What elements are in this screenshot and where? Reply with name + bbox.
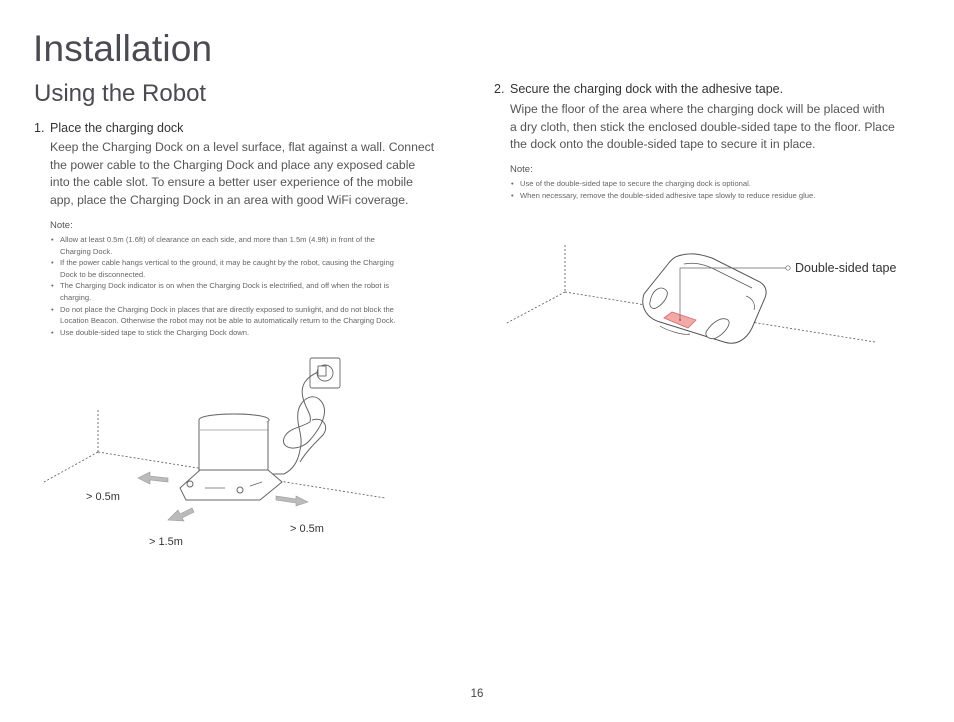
note-line: • Allow at least 0.5m (1.6ft) of clearance on each side, and more than 1.5m (4.9ft) in front of the xyxy=(60,235,375,244)
step-2-number: 2. xyxy=(494,82,505,96)
note-line: • Use of the double-sided tape to secure the charging dock is optional. xyxy=(520,179,751,188)
floor-edge-line xyxy=(505,292,565,324)
note-line: • Do not place the Charging Dock in places that are directly exposed to sunlight, and do not block the xyxy=(60,304,394,314)
note-line: • When necessary, remove the double-sided adhesive tape slowly to reduce residue glue. xyxy=(520,190,816,200)
step-1-body-line: the power cable to the Charging Dock and place any exposed cable xyxy=(50,157,416,172)
step-2-title: Secure the charging dock with the adhesive tape. xyxy=(510,82,784,96)
front-clearance-label: > 1.5m xyxy=(149,536,183,548)
step-2-body-line: the dock onto the double-sided tape to secure it in place. xyxy=(510,137,816,151)
charging-dock-bottom-icon xyxy=(643,254,766,343)
step-2-note-label: Note: xyxy=(510,164,533,175)
step-1-body-line: into the cable slot. To ensure a better user experience of the mobile xyxy=(50,175,413,189)
right-clearance-label: > 0.5m xyxy=(290,523,324,535)
note-line: • The Charging Dock indicator is on when the Charging Dock is electrified, and off when the robot is xyxy=(60,281,390,291)
page-title: Installation xyxy=(33,28,213,69)
note-line: Charging Dock. xyxy=(60,246,113,256)
step-1-title: Place the charging dock xyxy=(50,121,184,135)
left-clearance-label: > 0.5m xyxy=(86,491,120,503)
note-line: • If the power cable hangs vertical to the ground, it may be caught by the robot, causing the Charging xyxy=(60,258,394,268)
page-number: 16 xyxy=(470,688,484,700)
note-line: Location Beacon. Otherwise the robot may not be able to automatically return to the Charging Dock. xyxy=(60,316,396,326)
note-line: Dock to be disconnected. xyxy=(60,269,146,279)
step-1-number: 1. xyxy=(34,121,45,135)
section-title: Using the Robot xyxy=(34,80,207,107)
step-1-body-line: app, place the Charging Dock in an area with good WiFi coverage. xyxy=(50,192,409,207)
note-line: • Use double-sided tape to stick the Charging Dock down. xyxy=(60,327,250,337)
step-2-body-line: Wipe the floor of the area where the charging dock will be placed with xyxy=(510,102,885,116)
step-2-body-line: a dry cloth, then stick the enclosed double-sided tape to the floor. Place xyxy=(510,119,895,134)
double-sided-tape-label: Double-sided tape xyxy=(795,261,897,275)
step-1-body-line: Keep the Charging Dock on a level surface, flat against a wall. Connect xyxy=(50,140,435,154)
note-line: charging. xyxy=(60,292,92,302)
step-1-note-label: Note: xyxy=(50,220,73,231)
